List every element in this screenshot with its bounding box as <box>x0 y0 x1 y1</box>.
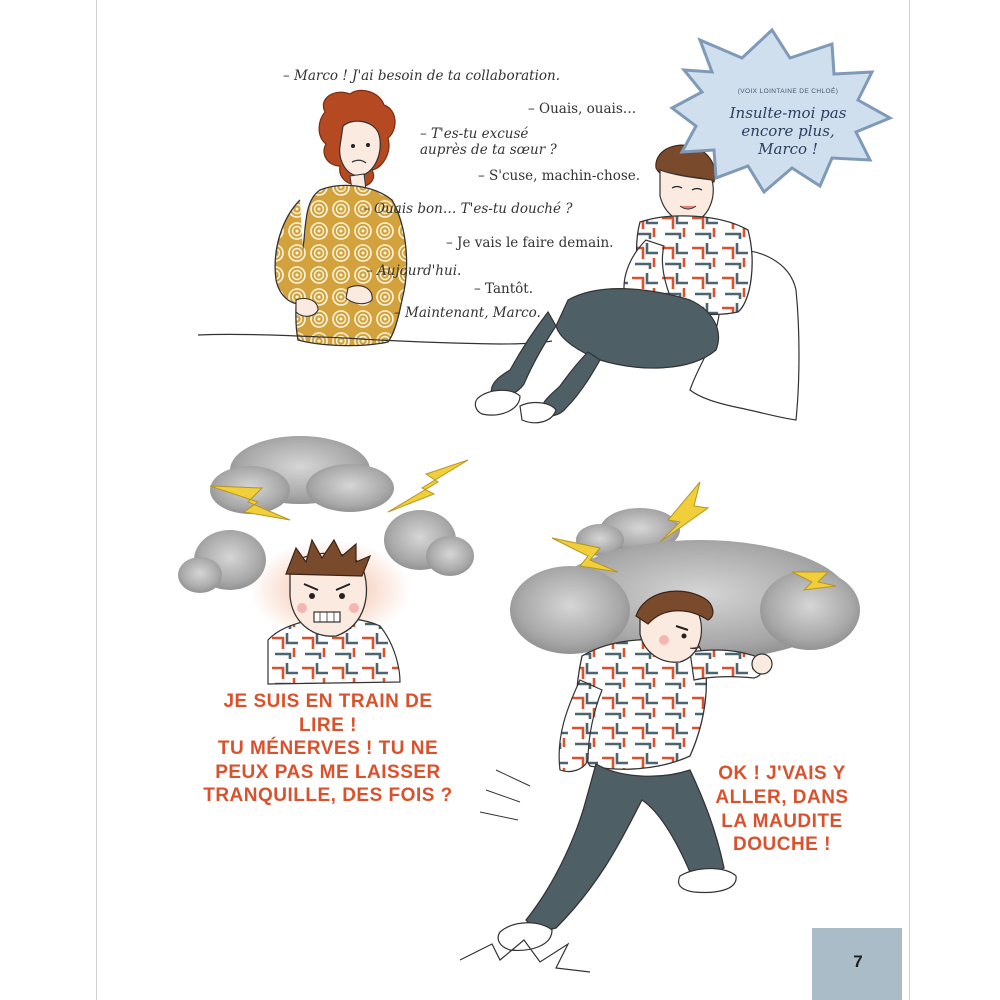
burst-line-1: Insulte-moi pas <box>729 104 847 122</box>
dialogue-line-mother-1: – Marco ! J'ai besoin de ta collaboration. <box>283 68 561 84</box>
dialogue-line-mother-5: – Maintenant, Marco. <box>394 305 541 321</box>
voice-burst <box>678 28 898 188</box>
dialogue-line-marco-2: – S'cuse, machin-chose. <box>478 168 641 184</box>
dialogue-line-mother-4: – Aujourd'hui. <box>366 263 462 279</box>
page-number: 7 <box>853 952 863 971</box>
angry-marco <box>178 436 474 684</box>
burst-line-2: encore plus, <box>741 122 835 140</box>
shout-left-line-4: TRANQUILLE, DES FOIS ? <box>203 785 453 807</box>
dialogue-line-marco-1: – Ouais, ouais… <box>528 101 637 117</box>
shout-right-line-1: OK ! J'VAIS Y <box>718 763 846 784</box>
burst-text <box>708 104 868 158</box>
dialogue-line-mother-2: – T'es-tu excusé auprès de ta sœur ? <box>420 126 557 159</box>
mother-figure <box>275 90 406 345</box>
shout-left <box>198 690 458 808</box>
burst-caption: (VOIX LOINTAINE DE CHLOÉ) <box>737 88 839 95</box>
storming-marco <box>460 482 860 972</box>
dialogue-line-marco-3: – Je vais le faire demain. <box>446 235 614 251</box>
shout-right <box>702 762 862 857</box>
shout-left-line-1: JE SUIS EN TRAIN DE LIRE ! <box>223 691 433 736</box>
shout-left-line-3: PEUX PAS ME LAISSER <box>215 761 441 783</box>
dialogue-line-mother-3: – Ouais bon… T'es-tu douché ? <box>363 201 573 217</box>
dialogue-line-marco-4: – Tantôt. <box>474 281 534 297</box>
shout-right-line-2: ALLER, DANS <box>715 786 849 808</box>
shout-right-line-3: LA MAUDITE <box>721 810 843 832</box>
burst-line-3: Marco ! <box>758 140 818 158</box>
shout-right-line-4: DOUCHE ! <box>733 834 831 856</box>
shout-left-line-2: TU MÉNERVES ! TU NE <box>217 738 439 760</box>
